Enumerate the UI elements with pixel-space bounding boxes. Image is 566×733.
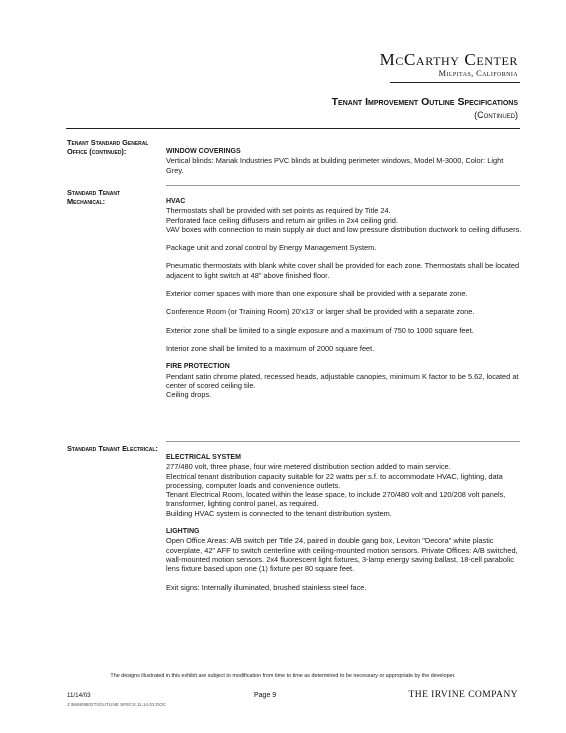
section-electrical [166, 453, 522, 592]
page-number: Page 9 [254, 692, 277, 699]
hvac-paragraph: Conference Room (or Training Room) 20'x13' or larger shall be provided with a separate zone. [166, 307, 475, 317]
hvac-line: VAV boxes with connection to main supply air duct and low pressure distribution ductwork to ceiling diffusers. [166, 224, 522, 234]
heading-window-coverings: WINDOW COVERINGS [166, 148, 241, 155]
spec-continued: (Continued) [474, 110, 518, 120]
fire-protection-line: Ceiling drops. [166, 390, 212, 400]
hvac-line: Thermostats shall be provided with set points as required by Title 24. [166, 206, 391, 216]
hvac-line: Perforated face ceiling diffusers and return air grilles in 2x4 ceiling grid. [166, 215, 398, 225]
hvac-paragraph: Pneumatic thermostats with blank white cover shall be provided for each zone. Thermostats shall be located adjacent to light switch at 48" above finished floor. [166, 261, 520, 280]
footer-date: 11/14/03 [67, 692, 91, 699]
section-hvac [166, 197, 522, 399]
section-label-electrical: Standard Tenant Electrical: [67, 444, 158, 453]
section-window-coverings [166, 147, 522, 175]
fire-protection-line: Pendant satin chrome plated, recessed heads, adjustable canopies, minimum K factor to be 5.62, located at center of scored ceiling tile. [166, 371, 519, 390]
hvac-paragraph: Package unit and zonal control by Energy Management System. [166, 243, 377, 253]
electrical-line: Building HVAC system is connected to the tenant distribution system. [166, 508, 392, 518]
heading-hvac: HVAC [166, 198, 186, 205]
header-rule [390, 82, 520, 83]
company-name: THE IRVINE COMPANY [408, 689, 518, 700]
hvac-paragraph: Exterior corner spaces with more than one exposure shall be provided with a separate zone. [166, 289, 468, 299]
section-label-general-office: Tenant Standard General Office (continued): [67, 138, 149, 156]
footer-disclaimer: The designs illustrated in this exhibit are subject to modification from time to time as determined to be necessary or appropriate by the developer. [110, 673, 456, 679]
electrical-line: Electrical tenant distribution capacity suitable for 22 watts per s.f. to accommodate HVAC, lighting, data processing, computer loads and convenience outlets. [166, 471, 503, 490]
spec-title: Tenant Improvement Outline Specifications [331, 96, 518, 108]
lighting-text: Open Office Areas: A/B switch per Title 24, paired in double gang box, Leviton "Decora" white plastic coverplate, 42" AFF to switch centerline with ceiling-mounted motion sensors. Private Offices: A/B switched, wall-mounted motion sensors. 2x4 fluorescent light fixtures, 3-lamp energy saving ballast, 18-cell parabolic lens fixture based upon one (1) fixture per 80 square feet. [166, 536, 518, 574]
heading-lighting: LIGHTING [166, 528, 200, 536]
section-divider [166, 185, 520, 186]
hvac-paragraph: Interior zone shall be limited to a maximum of 2000 square feet. [166, 343, 375, 353]
section-divider [166, 441, 520, 442]
footer-file-path: J:\5668\9802TI\OUTLINE SPECS 11.14.03.DOC [67, 702, 166, 707]
electrical-line: Tenant Electrical Room, located within the lease space, to include 270/480 volt and 120/208 volt panels, transformer, lighting control panel, as required. [166, 490, 506, 509]
project-location: Milpitas, California [438, 69, 518, 78]
spec-title-rule [66, 128, 520, 129]
window-coverings-text: Vertical blinds: Mariak Industries PVC blinds at building perimeter windows, Model M-3000, Color: Light Grey. [166, 156, 504, 175]
hvac-paragraph: Exterior zone shall be limited to a single exposure and a maximum of 750 to 1000 square feet. [166, 325, 474, 335]
heading-fire-protection: FIRE PROTECTION [166, 363, 230, 371]
heading-electrical-system: ELECTRICAL SYSTEM [166, 454, 241, 461]
exit-signs-text: Exit signs: Internally illuminated, brushed stainless steel face. [166, 582, 367, 592]
project-title: McCarthy Center [379, 50, 518, 69]
electrical-line: 277/480 volt, three phase, four wire metered distribution section added to main service. [166, 462, 451, 472]
section-label-mechanical: Standard Tenant Mechanical: [67, 188, 121, 206]
